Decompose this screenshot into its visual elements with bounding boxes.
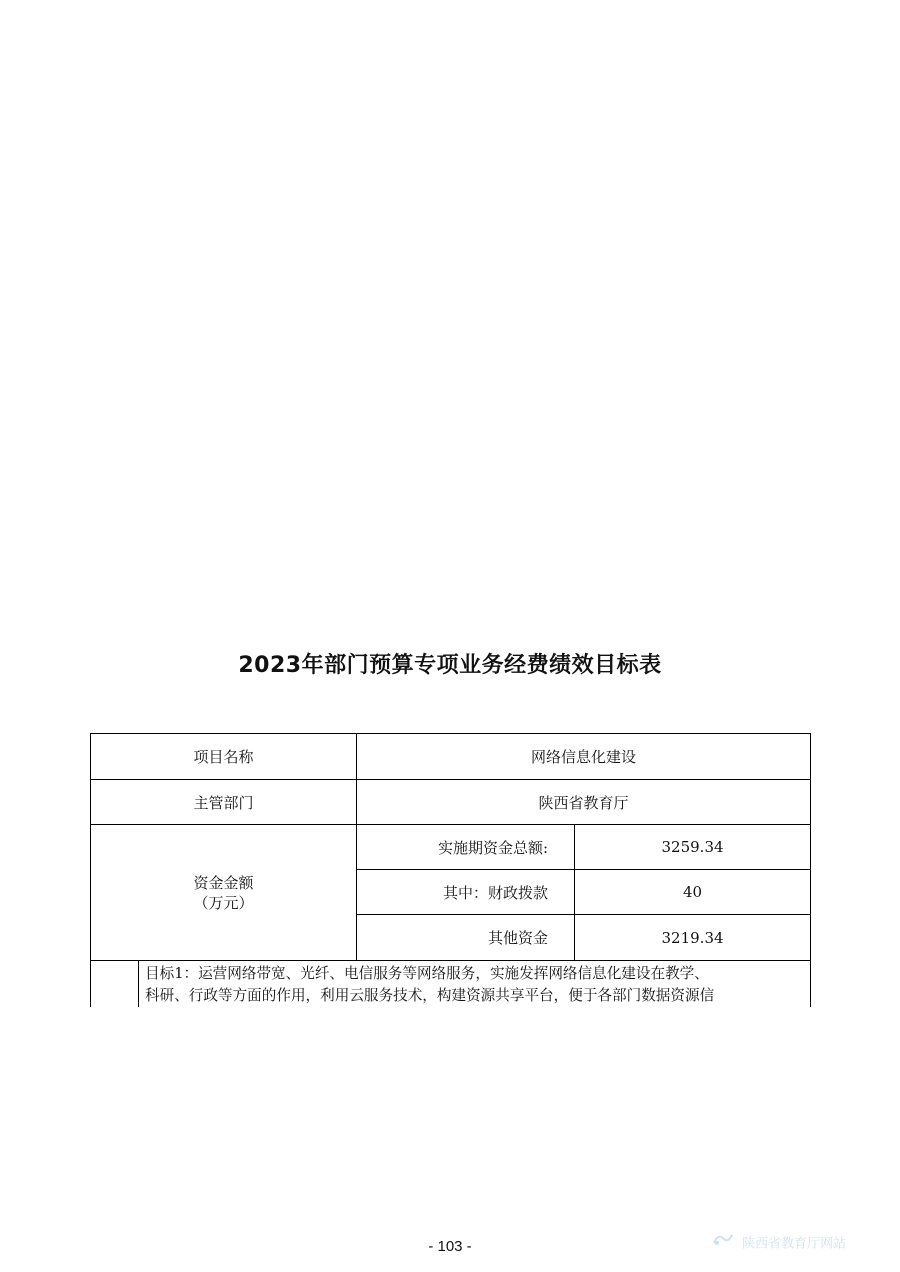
funds-fiscal-label: 其中：财政拨款 bbox=[357, 870, 575, 915]
funds-label-line2: （万元） bbox=[193, 893, 254, 912]
project-name-label: 项目名称 bbox=[91, 734, 357, 780]
funds-total-label: 实施期资金总额: bbox=[357, 825, 575, 870]
performance-goals-table bbox=[90, 733, 811, 1007]
document-title: 2023年部门预算专项业务经费绩效目标表 bbox=[238, 653, 662, 678]
funds-other-label: 其他资金 bbox=[357, 915, 575, 961]
watermark-text: 陕西省教育厅网站 bbox=[742, 1236, 847, 1252]
department-value: 陕西省教育厅 bbox=[357, 780, 811, 825]
goal-left-cell bbox=[91, 961, 139, 1008]
funds-fiscal-value: 40 bbox=[575, 870, 811, 915]
funds-total-value: 3259.34 bbox=[575, 825, 811, 870]
goal-text-cell bbox=[139, 961, 811, 1008]
funds-other-value: 3219.34 bbox=[575, 915, 811, 961]
goal-line-2: 科研、行政等方面的作用，利用云服务技术，构建资源共享平台，便于各部门数据资源信 bbox=[145, 987, 715, 1004]
funds-label-cell bbox=[91, 825, 357, 961]
watermark bbox=[712, 1230, 898, 1258]
goal-row bbox=[91, 961, 811, 1008]
goal-left-inner bbox=[91, 961, 138, 1007]
project-name-row bbox=[91, 734, 811, 780]
project-name-value: 网络信息化建设 bbox=[357, 734, 811, 780]
department-label: 主管部门 bbox=[91, 780, 357, 825]
goal-left-divider bbox=[91, 961, 139, 1007]
watermark-logo-icon bbox=[712, 1230, 734, 1258]
page-number: - 103 - bbox=[428, 1238, 472, 1255]
funds-total-row bbox=[91, 825, 811, 870]
department-row bbox=[91, 780, 811, 825]
goal-line-1: 目标1：运营网络带宽、光纤、电信服务等网络服务，实施发挥网络信息化建设在教学、 bbox=[145, 965, 709, 982]
funds-label-line1: 资金金额 bbox=[193, 873, 254, 892]
